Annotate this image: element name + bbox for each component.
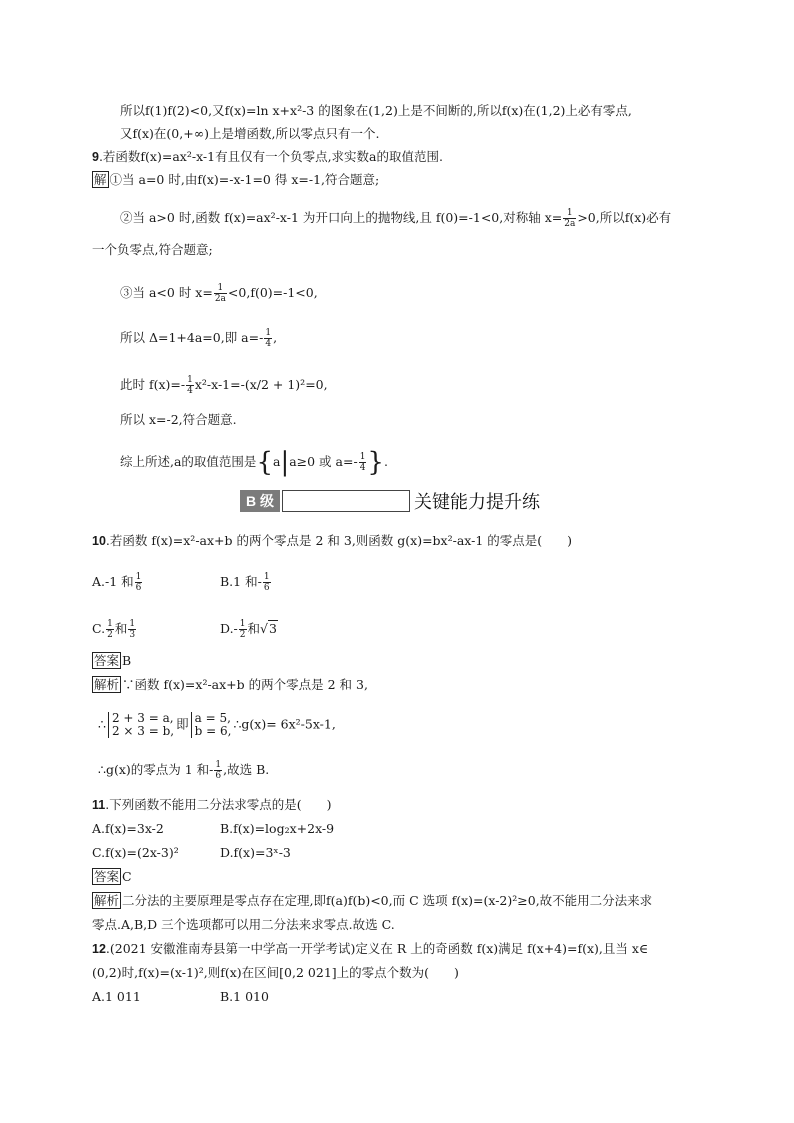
q12-stem-1: 12.(2021 安徽淮南寿县第一中学高一开学考试)定义在 R 上的奇函数 f(x)满足 f(x+4)=f(x),且当 x∈	[92, 941, 649, 956]
q9-step2: ②当 a>0 时,函数 f(x)=ax²-x-1 为开口向上的抛物线,且 f(0)=-1<0,对称轴 x= $\frac{1}{2a}$ >0,所以f(x)必有	[120, 208, 672, 229]
q9-step5: 此时 f(x)=- $\frac{1}{4}$ x²-x-1=-(x/2 + 1)²=0,	[120, 375, 328, 396]
q12-number: 12	[92, 942, 106, 956]
q10-explanation-2: ∴ 2 + 3 = a, 2 × 3 = b, 即 a = 5, b = 6, ∴g(x)= 6x²-5x-1,	[98, 711, 336, 738]
q10-option-a: A.-1 和 $\frac{1}{6}$	[92, 572, 142, 593]
q9-number: 9	[92, 150, 99, 164]
answer-tag: 答案	[94, 869, 120, 884]
q9-step1: 解 ①当 a=0 时,由f(x)=-x-1=0 得 x=-1,符合题意;	[94, 172, 380, 187]
q12-option-b: B.1 010	[220, 989, 269, 1004]
fraction: $\frac{1}{4}$	[187, 375, 193, 396]
q11-answer: 答案 C	[94, 869, 132, 884]
q10-number: 10	[92, 534, 106, 548]
q12-option-a: A.1 011	[92, 989, 141, 1004]
q11-option-d: D.f(x)=3ˣ-3	[220, 845, 291, 860]
equation-system: 2 + 3 = a, 2 × 3 = b,	[108, 712, 174, 738]
q11-explanation-2: 零点.A,B,D 三个选项都可以用二分法来求零点.故选 C.	[92, 917, 395, 932]
section-b-banner	[240, 488, 540, 514]
q10-stem: 10.若函数 f(x)=x²-ax+b 的两个零点是 2 和 3,则函数 g(x)=bx²-ax-1 的零点是( )	[92, 533, 573, 548]
fraction: $\frac{1}{4}$	[359, 452, 366, 473]
q11-number: 11	[92, 798, 106, 812]
explanation-tag: 解析	[94, 893, 120, 908]
q10-answer: 答案 B	[94, 653, 132, 668]
fraction: $\frac{1}{2a}$	[564, 208, 576, 229]
q10-explanation-3: ∴g(x)的零点为 1 和- $\frac{1}{6}$ ,故选 B.	[98, 760, 270, 781]
solution-tag: 解	[94, 172, 107, 187]
fraction: $\frac{1}{2}$	[239, 619, 246, 640]
fraction: $\frac{1}{6}$	[135, 572, 142, 593]
squared-paren: (x/2 + 1)²	[244, 377, 306, 392]
section-badge: B 级	[240, 490, 280, 512]
equation-system: a = 5, b = 6,	[191, 712, 232, 738]
q12-stem-2: (0,2)时,f(x)=(x-1)²,则f(x)在区间[0,2 021]上的零点个数为( )	[92, 965, 459, 980]
q10-option-b: B.1 和- $\frac{1}{6}$	[220, 572, 270, 593]
fraction: $\frac{1}{4}$	[265, 328, 272, 349]
fraction: $\frac{1}{2a}$	[214, 283, 226, 304]
section-title: 关键能力提升练	[414, 492, 540, 512]
explanation-tag: 解析	[94, 677, 120, 692]
fraction: $\frac{1}{6}$	[263, 572, 270, 593]
fraction: $\frac{1}{6}$	[215, 760, 222, 781]
q11-option-c: C.f(x)=(2x-3)²	[92, 845, 179, 860]
q9-step4: 所以 Δ=1+4a=0,即 a=- $\frac{1}{4}$ ,	[120, 328, 278, 349]
q11-option-b: B.f(x)=log₂x+2x-9	[220, 821, 335, 836]
answer-tag: 答案	[94, 653, 120, 668]
fraction: $\frac{1}{2}$	[107, 619, 113, 640]
q9-step2-cont: 一个负零点,符合题意;	[92, 242, 213, 257]
q8-tail-line2: 又f(x)在(0,+∞)上是增函数,所以零点只有一个.	[120, 126, 380, 141]
q10-option-c: C. $\frac{1}{2}$ 和 $\frac{1}{3}$	[92, 619, 136, 640]
section-bar	[282, 490, 410, 512]
q10-explanation-1: 解析 ∵函数 f(x)=x²-ax+b 的两个零点是 2 和 3,	[94, 677, 368, 692]
q9-step6: 所以 x=-2,符合题意.	[120, 412, 237, 427]
q11-stem: 11.下列函数不能用二分法求零点的是( )	[92, 797, 332, 812]
q10-option-d: D.- $\frac{1}{2}$ 和√3	[220, 619, 277, 640]
q9-conclusion: 综上所述,a的取值范围是{a|a≥0 或 a=- $\frac{1}{4}$ }.	[120, 447, 388, 478]
q8-tail-line1: 所以f(1)f(2)<0,又f(x)=ln x+x²-3 的图象在(1,2)上是不间断的,所以f(x)在(1,2)上必有零点,	[120, 103, 632, 118]
q9-step3: ③当 a<0 时 x= $\frac{1}{2a}$ <0,f(0)=-1<0,	[120, 283, 318, 304]
fraction: $\frac{1}{3}$	[129, 619, 136, 640]
q11-explanation-1: 解析 二分法的主要原理是零点存在定理,即f(a)f(b)<0,而 C 选项 f(x)=(x-2)²≥0,故不能用二分法来求	[94, 893, 653, 908]
q11-option-a: A.f(x)=3x-2	[92, 821, 164, 836]
q9-stem: 9.若函数f(x)=ax²-x-1有且仅有一个负零点,求实数a的取值范围.	[92, 149, 443, 164]
